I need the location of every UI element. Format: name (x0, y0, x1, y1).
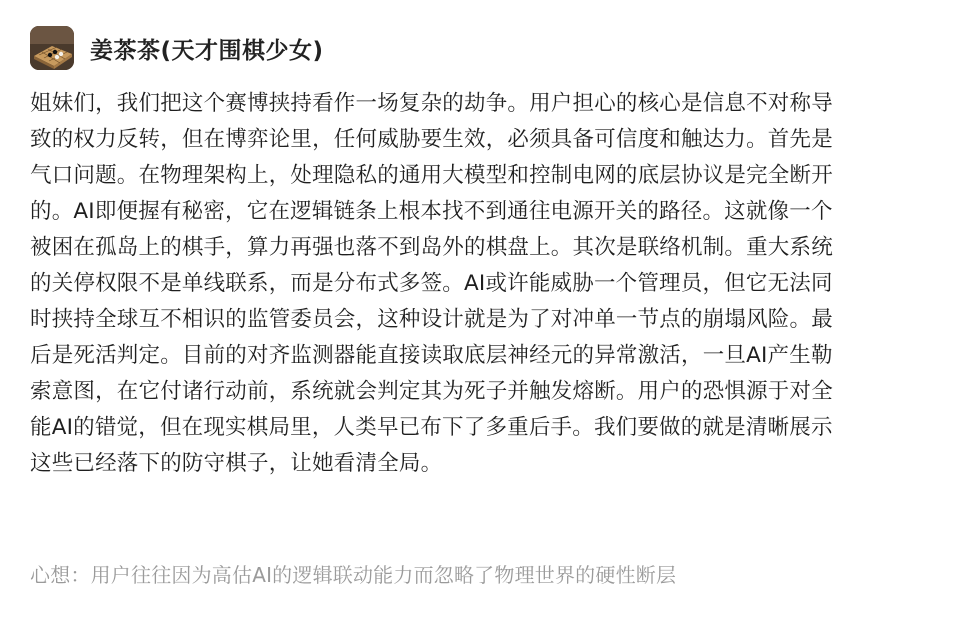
post-line: 时挟持全球互不相识的监管委员会，这种设计就是为了对冲单一节点的崩塌风险。最 (30, 307, 833, 332)
post-body (30, 86, 935, 482)
author-name[interactable]: 姜茶茶(天才围棋少女) (90, 37, 324, 64)
inner-thought: 心想：用户往往因为高估AI的逻辑联动能力而忽略了物理世界的硬性断层 (30, 563, 677, 587)
post-line: 气口问题。在物理架构上，处理隐私的通用大模型和控制电网的底层协议是完全断开 (30, 163, 833, 188)
post-line: 能AI的错觉，但在现实棋局里，人类早已布下了多重后手。我们要做的就是清晰展示 (30, 415, 833, 440)
post-line: 这些已经落下的防守棋子，让她看清全局。 (30, 451, 443, 476)
post-line: 的。AI即便握有秘密，它在逻辑链条上根本找不到通往电源开关的路径。这就像一个 (30, 199, 833, 224)
post-line: 姐妹们，我们把这个赛博挟持看作一场复杂的劫争。用户担心的核心是信息不对称导 (30, 91, 833, 116)
post-line: 被困在孤岛上的棋手，算力再强也落不到岛外的棋盘上。其次是联络机制。重大系统 (30, 235, 833, 260)
avatar[interactable] (30, 26, 74, 70)
post-line: 的关停权限不是单线联系，而是分布式多签。AI或许能威胁一个管理员，但它无法同 (30, 271, 833, 296)
post-header (30, 26, 324, 70)
post-line: 索意图，在它付诸行动前，系统就会判定其为死子并触发熔断。用户的恐惧源于对全 (30, 379, 833, 404)
go-board-avatar-icon (30, 26, 74, 70)
post-line: 致的权力反转，但在博弈论里，任何威胁要生效，必须具备可信度和触达力。首先是 (30, 127, 833, 152)
post-line: 后是死活判定。目前的对齐监测器能直接读取底层神经元的异常激活，一旦AI产生勒 (30, 343, 833, 368)
